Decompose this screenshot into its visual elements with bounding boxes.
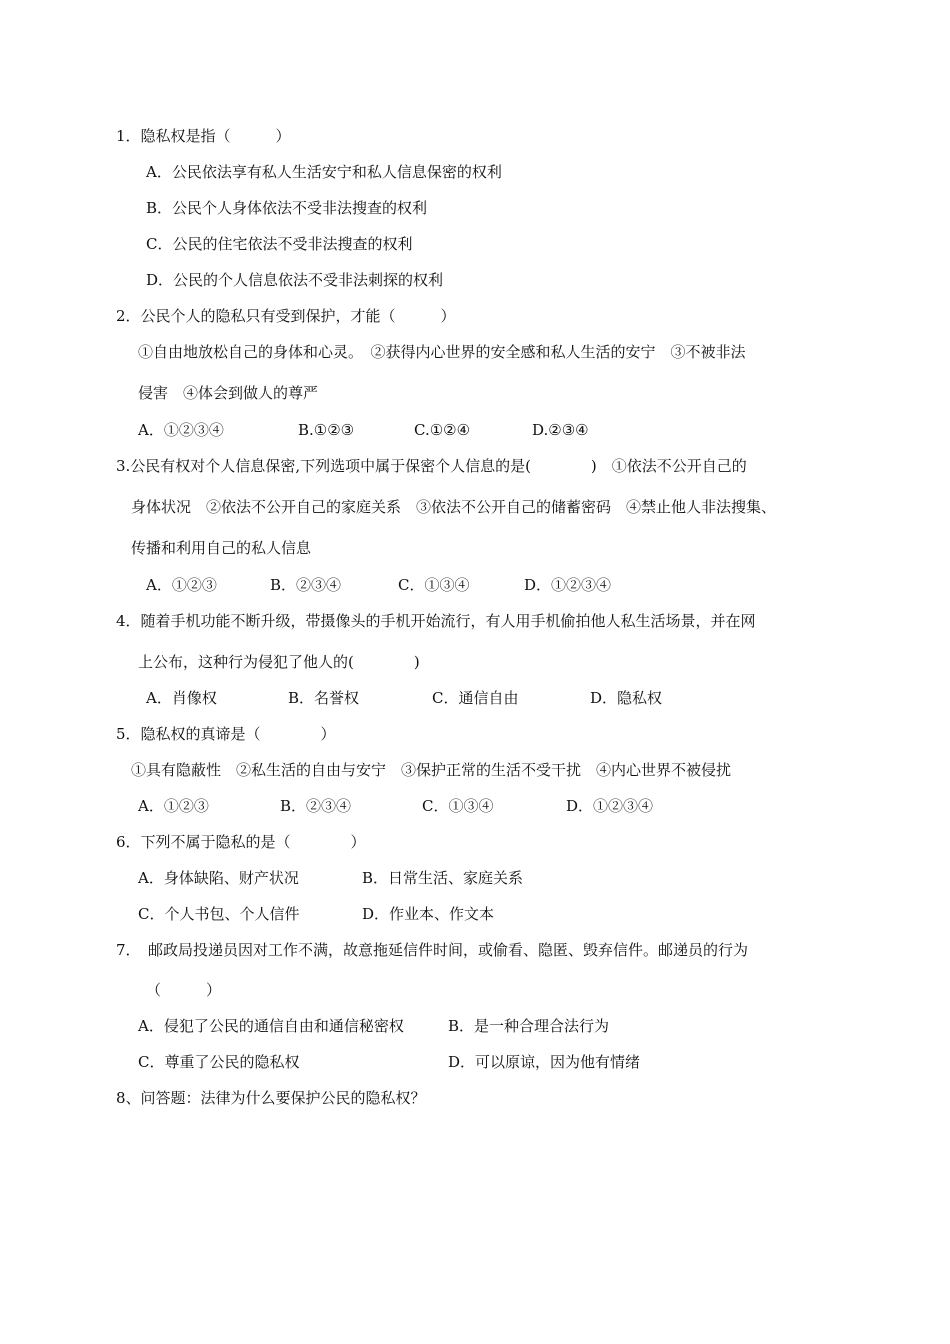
q6-options-row-1 <box>138 868 638 888</box>
q3-option-a: A．①②③ <box>146 576 217 594</box>
q2-option-b: B.①②③ <box>298 421 355 439</box>
q7-options-row-2 <box>138 1052 698 1072</box>
q1-option-c: C．公民的住宅依法不受非法搜查的权利 <box>146 235 413 253</box>
q4-option-b: B．名誉权 <box>288 689 360 707</box>
q6-option-a: A．身体缺陷、财产状况 <box>138 869 299 887</box>
q4-stem-line1: 4．随着手机功能不断升级，带摄像头的手机开始流行，有人用手机偷拍他人私生活场景，并在网 <box>116 612 756 630</box>
q7-option-b: B．是一种合理合法行为 <box>448 1017 610 1035</box>
q7-option-c: C．尊重了公民的隐私权 <box>138 1053 300 1071</box>
q8-stem: 8、问答题：法律为什么要保护公民的隐私权？ <box>116 1089 426 1107</box>
q3-stem-line1: 3.公民有权对个人信息保密,下列选项中属于保密个人信息的是( ) ①依法不公开自己的 <box>116 457 747 475</box>
q3-option-b: B．②③④ <box>270 576 342 594</box>
q4-option-c: C．通信自由 <box>432 689 519 707</box>
q6-options-row-2 <box>138 904 638 924</box>
q7-option-a: A．侵犯了公民的通信自由和通信秘密权 <box>138 1017 404 1035</box>
q5-stem: 5．隐私权的真谛是（ ） <box>116 725 336 743</box>
q1-option-b: B．公民个人身体依法不受非法搜查的权利 <box>146 199 428 217</box>
q7-blank: （ ） <box>146 981 222 999</box>
q2-items-line2: 侵害 ④体会到做人的尊严 <box>138 384 319 402</box>
q2-stem: 2．公民个人的隐私只有受到保护，才能（ ） <box>116 307 456 325</box>
q4-options-row <box>146 688 686 708</box>
q6-stem: 6．下列不属于隐私的是（ ） <box>116 833 366 851</box>
q3-stem-line2: 身体状况 ②依法不公开自己的家庭关系 ③依法不公开自己的储蓄密码 ④禁止他人非法搜集、 <box>131 498 777 516</box>
q4-stem-line2: 上公布，这种行为侵犯了他人的( ) <box>138 653 420 671</box>
q1-option-a: A．公民依法享有私人生活安宁和私人信息保密的权利 <box>146 163 502 181</box>
q5-option-b: B．②③④ <box>280 797 352 815</box>
q2-options-row <box>138 420 638 440</box>
q4-option-a: A．肖像权 <box>146 689 217 707</box>
q3-option-d: D．①②③④ <box>524 576 612 594</box>
q5-options-row <box>138 796 678 816</box>
q3-options-row <box>146 575 646 595</box>
q7-option-d: D．可以原谅，因为他有情绪 <box>448 1053 641 1071</box>
q2-option-a: A．①②③④ <box>138 421 224 439</box>
q5-option-c: C．①③④ <box>422 797 494 815</box>
q1-stem: 1．隐私权是指（ ） <box>116 127 291 145</box>
q6-option-d: D．作业本、作文本 <box>362 905 495 923</box>
q3-stem-line3: 传播和利用自己的私人信息 <box>131 539 312 557</box>
q2-option-c: C.①②④ <box>414 421 471 439</box>
q7-stem: 7． 邮政局投递员因对工作不满，故意拖延信件时间，或偷看、隐匿、毁弃信件。邮递员的行为 <box>116 941 749 959</box>
q5-option-a: A．①②③ <box>138 797 209 815</box>
q5-option-d: D．①②③④ <box>566 797 654 815</box>
q2-items-line1: ①自由地放松自己的身体和心灵。 ②获得内心世界的安全感和私人生活的安宁 ③不被非法 <box>138 343 746 361</box>
q2-option-d: D.②③④ <box>532 421 589 439</box>
q3-option-c: C．①③④ <box>398 576 470 594</box>
q6-option-b: B．日常生活、家庭关系 <box>362 869 524 887</box>
q1-option-d: D．公民的个人信息依法不受非法刺探的权利 <box>146 271 444 289</box>
q5-items: ①具有隐蔽性 ②私生活的自由与安宁 ③保护正常的生活不受干扰 ④内心世界不被侵扰 <box>131 761 732 779</box>
q7-options-row-1 <box>138 1016 698 1036</box>
q6-option-c: C．个人书包、个人信件 <box>138 905 300 923</box>
q4-option-d: D．隐私权 <box>590 689 663 707</box>
